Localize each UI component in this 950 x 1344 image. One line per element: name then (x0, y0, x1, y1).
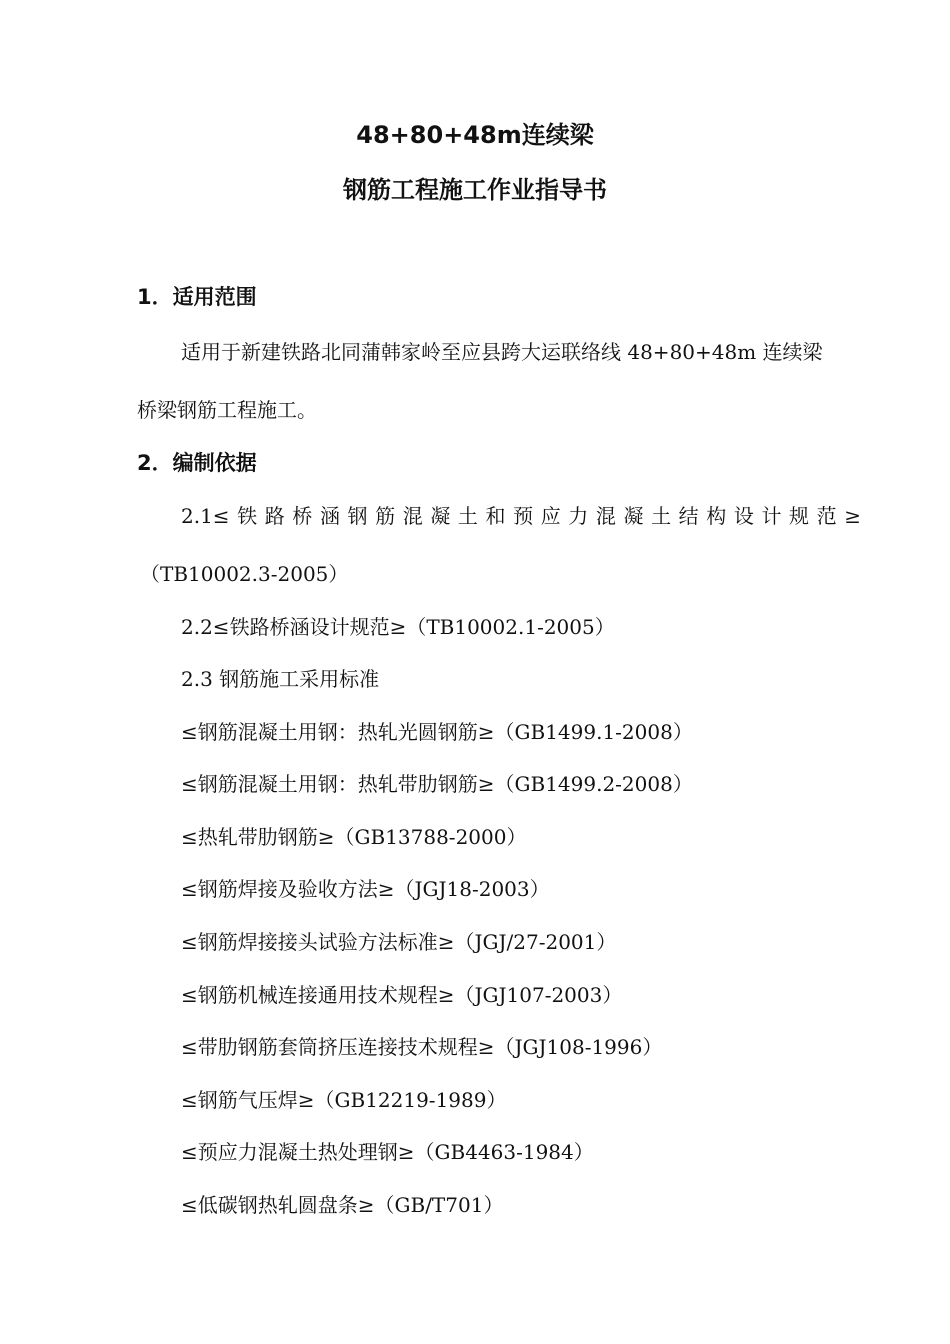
document-title-line1: 48+80+48m连续梁 (356, 121, 594, 149)
standard-item: ≤钢筋气压焊≥（GB12219-1989） (181, 1088, 507, 1112)
section1-paragraph-line2: 桥梁钢筋工程施工。 (137, 398, 317, 422)
standard-item: ≤钢筋焊接接头试验方法标准≥（JGJ/27-2001） (181, 930, 617, 954)
standard-item: ≤钢筋焊接及验收方法≥（JGJ18-2003） (181, 877, 550, 901)
standard-item: ≤预应力混凝土热处理钢≥（GB4463-1984） (181, 1140, 594, 1164)
section1-heading: 1．适用范围 (137, 285, 257, 309)
standard-item: ≤低碳钢热轧圆盘条≥（GB/T701） (181, 1193, 504, 1217)
section1-paragraph-line1: 适用于新建铁路北同蒲韩家岭至应县跨大运联络线 48+80+48m 连续梁 (181, 340, 823, 364)
item-2-1-line2: （TB10002.3-2005） (140, 562, 349, 586)
standard-item: ≤带肋钢筋套筒挤压连接技术规程≥（JGJ108-1996） (181, 1035, 663, 1059)
section2-heading: 2．编制依据 (137, 451, 257, 475)
standard-item: ≤钢筋混凝土用钢：热轧带肋钢筋≥（GB1499.2-2008） (181, 772, 693, 796)
item-2-1-line1: 2.1≤铁路桥涵钢筋混凝土和预应力混凝土结构设计规范≥ (181, 504, 861, 528)
item-2-3: 2.3 钢筋施工采用标准 (181, 667, 380, 691)
standard-item: ≤热轧带肋钢筋≥（GB13788-2000） (181, 825, 527, 849)
document-title-line2: 钢筋工程施工作业指导书 (343, 176, 607, 204)
standard-item: ≤钢筋混凝土用钢：热轧光圆钢筋≥（GB1499.1-2008） (181, 720, 693, 744)
item-2-2: 2.2≤铁路桥涵设计规范≥（TB10002.1-2005） (181, 615, 615, 639)
standard-item: ≤钢筋机械连接通用技术规程≥（JGJ107-2003） (181, 983, 623, 1007)
